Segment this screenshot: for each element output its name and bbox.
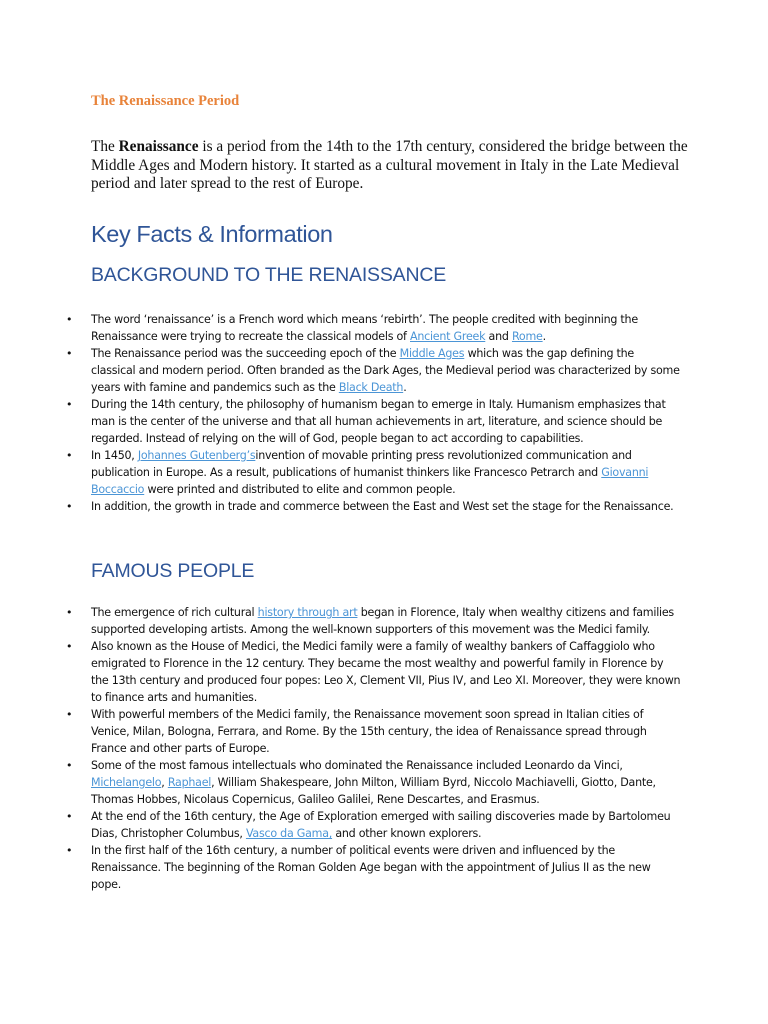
item-text: which was the gap defining the classical and modern period. Often branded as the Dark Ages, the Medieval period was characterized by some years with famine and pandemics such as the	[91, 347, 680, 394]
link-michelangelo[interactable]: Michelangelo	[91, 776, 162, 789]
intro-bold-term: Renaissance	[118, 138, 199, 155]
link-history-through-art[interactable]: history through art	[257, 606, 358, 619]
heading-famous-people: FAMOUS PEOPLE	[91, 560, 255, 582]
list-item	[0, 396, 681, 447]
item-text: and other known explorers.	[332, 827, 482, 840]
list-item	[0, 638, 681, 706]
item-text: The word ‘renaissance’ is a French word which means ‘rebirth’. The people credited with beginning the Renaissance were trying to recreate the classical models of	[91, 313, 638, 343]
bullet-icon: •	[66, 398, 73, 411]
bullet-icon: •	[66, 810, 73, 823]
link-ancient-greek[interactable]: Ancient Greek	[410, 330, 486, 343]
bullet-icon: •	[66, 500, 73, 513]
item-text: invention of movable printing press revolutionized communication and publication in Europe. As a result, publications of humanist thinkers like Francesco Petrarch and	[91, 449, 632, 479]
item-text: and	[485, 330, 512, 343]
bullet-icon: •	[66, 347, 73, 360]
link-middle-ages[interactable]: Middle Ages	[399, 347, 465, 360]
bullet-icon: •	[66, 449, 73, 462]
heading-key-facts: Key Facts & Information	[91, 221, 333, 247]
list-item	[0, 447, 681, 498]
list-item	[0, 311, 681, 345]
item-text: The emergence of rich cultural	[91, 606, 258, 619]
intro-paragraph	[91, 138, 691, 194]
item-text: .	[403, 381, 407, 394]
heading-background: BACKGROUND TO THE RENAISSANCE	[91, 264, 447, 286]
item-text: In addition, the growth in trade and commerce between the East and West set the stage for the Renaissance.	[91, 500, 674, 513]
bullet-icon: •	[66, 640, 73, 653]
item-text: , William Shakespeare, John Milton, William Byrd, Niccolo Machiavelli, Giotto, Dante, Thomas Hobbes, Nicolaus Copernicus, Galileo Galilei, Rene Descartes, and Erasmus.	[91, 776, 656, 806]
item-text: At the end of the 16th century, the Age of Exploration emerged with sailing discoveries made by Bartolomeu Dias, Christopher Columbus,	[91, 810, 671, 840]
bullet-icon: •	[66, 708, 73, 721]
intro-text: The	[91, 138, 119, 155]
item-text: ,	[161, 776, 168, 789]
item-text: In 1450,	[91, 449, 138, 462]
bullet-icon: •	[66, 759, 73, 772]
list-item	[0, 706, 681, 757]
intro-text: is a period from the 14th to the 17th century, considered the bridge between the Middle Ages and Modern history. It started as a cultural movement in Italy in the Late Medieval period and later spread to the rest of Europe.	[91, 138, 688, 192]
item-text: The Renaissance period was the succeeding epoch of the	[91, 347, 400, 360]
link-black-death[interactable]: Black Death	[338, 381, 404, 394]
item-text: began in Florence, Italy when wealthy citizens and families supported developing artists. Among the well-known supporters of this movement was the Medici family.	[91, 606, 674, 636]
list-item	[0, 498, 681, 515]
list-item	[0, 808, 681, 842]
bullet-icon: •	[66, 313, 73, 326]
item-text: During the 14th century, the philosophy of humanism began to emerge in Italy. Humanism emphasizes that man is the center of the universe and that all human achievements in art, literature, and science should be regarded. Instead of relying on the will of God, people began to act according to capabilities.	[91, 398, 666, 445]
document-title: The Renaissance Period	[91, 93, 240, 109]
item-text: With powerful members of the Medici family, the Renaissance movement soon spread in Italian cities of Venice, Milan, Bologna, Ferrara, and Rome. By the 15th century, the idea of Renaissance spread through France and other parts of Europe.	[91, 708, 647, 755]
link-vasco-da-gama[interactable]: Vasco da Gama,	[245, 827, 333, 840]
bullet-icon: •	[66, 844, 73, 857]
item-text: In the first half of the 16th century, a number of political events were driven and influenced by the Renaissance. The beginning of the Roman Golden Age began with the appointment of Julius II as the new pope.	[91, 844, 651, 891]
item-text: Some of the most famous intellectuals who dominated the Renaissance included Leonardo da Vinci,	[91, 759, 623, 772]
link-raphael[interactable]: Raphael	[167, 776, 212, 789]
item-text: Also known as the House of Medici, the Medici family were a family of wealthy bankers of Caffaggiolo who emigrated to Florence in the 12 century. They became the most wealthy and powerful family in Florence by the 13th century and produced four popes: Leo X, Clement VII, Pius IV, and Leo XI. Moreover, they were known to finance arts and humanities.	[91, 640, 681, 704]
list-item	[0, 345, 681, 396]
link-giovanni-boccaccio[interactable]: Giovanni Boccaccio	[91, 466, 649, 496]
famous-people-list	[0, 604, 768, 893]
item-text: were printed and distributed to elite and common people.	[144, 483, 456, 496]
item-text: .	[542, 330, 546, 343]
background-list	[0, 311, 768, 515]
bullet-icon: •	[66, 606, 73, 619]
list-item	[0, 604, 681, 638]
link-johannes-gutenberg[interactable]: Johannes Gutenberg’s	[137, 449, 256, 462]
link-rome[interactable]: Rome	[511, 330, 543, 343]
list-item	[0, 757, 681, 808]
list-item	[0, 842, 681, 893]
